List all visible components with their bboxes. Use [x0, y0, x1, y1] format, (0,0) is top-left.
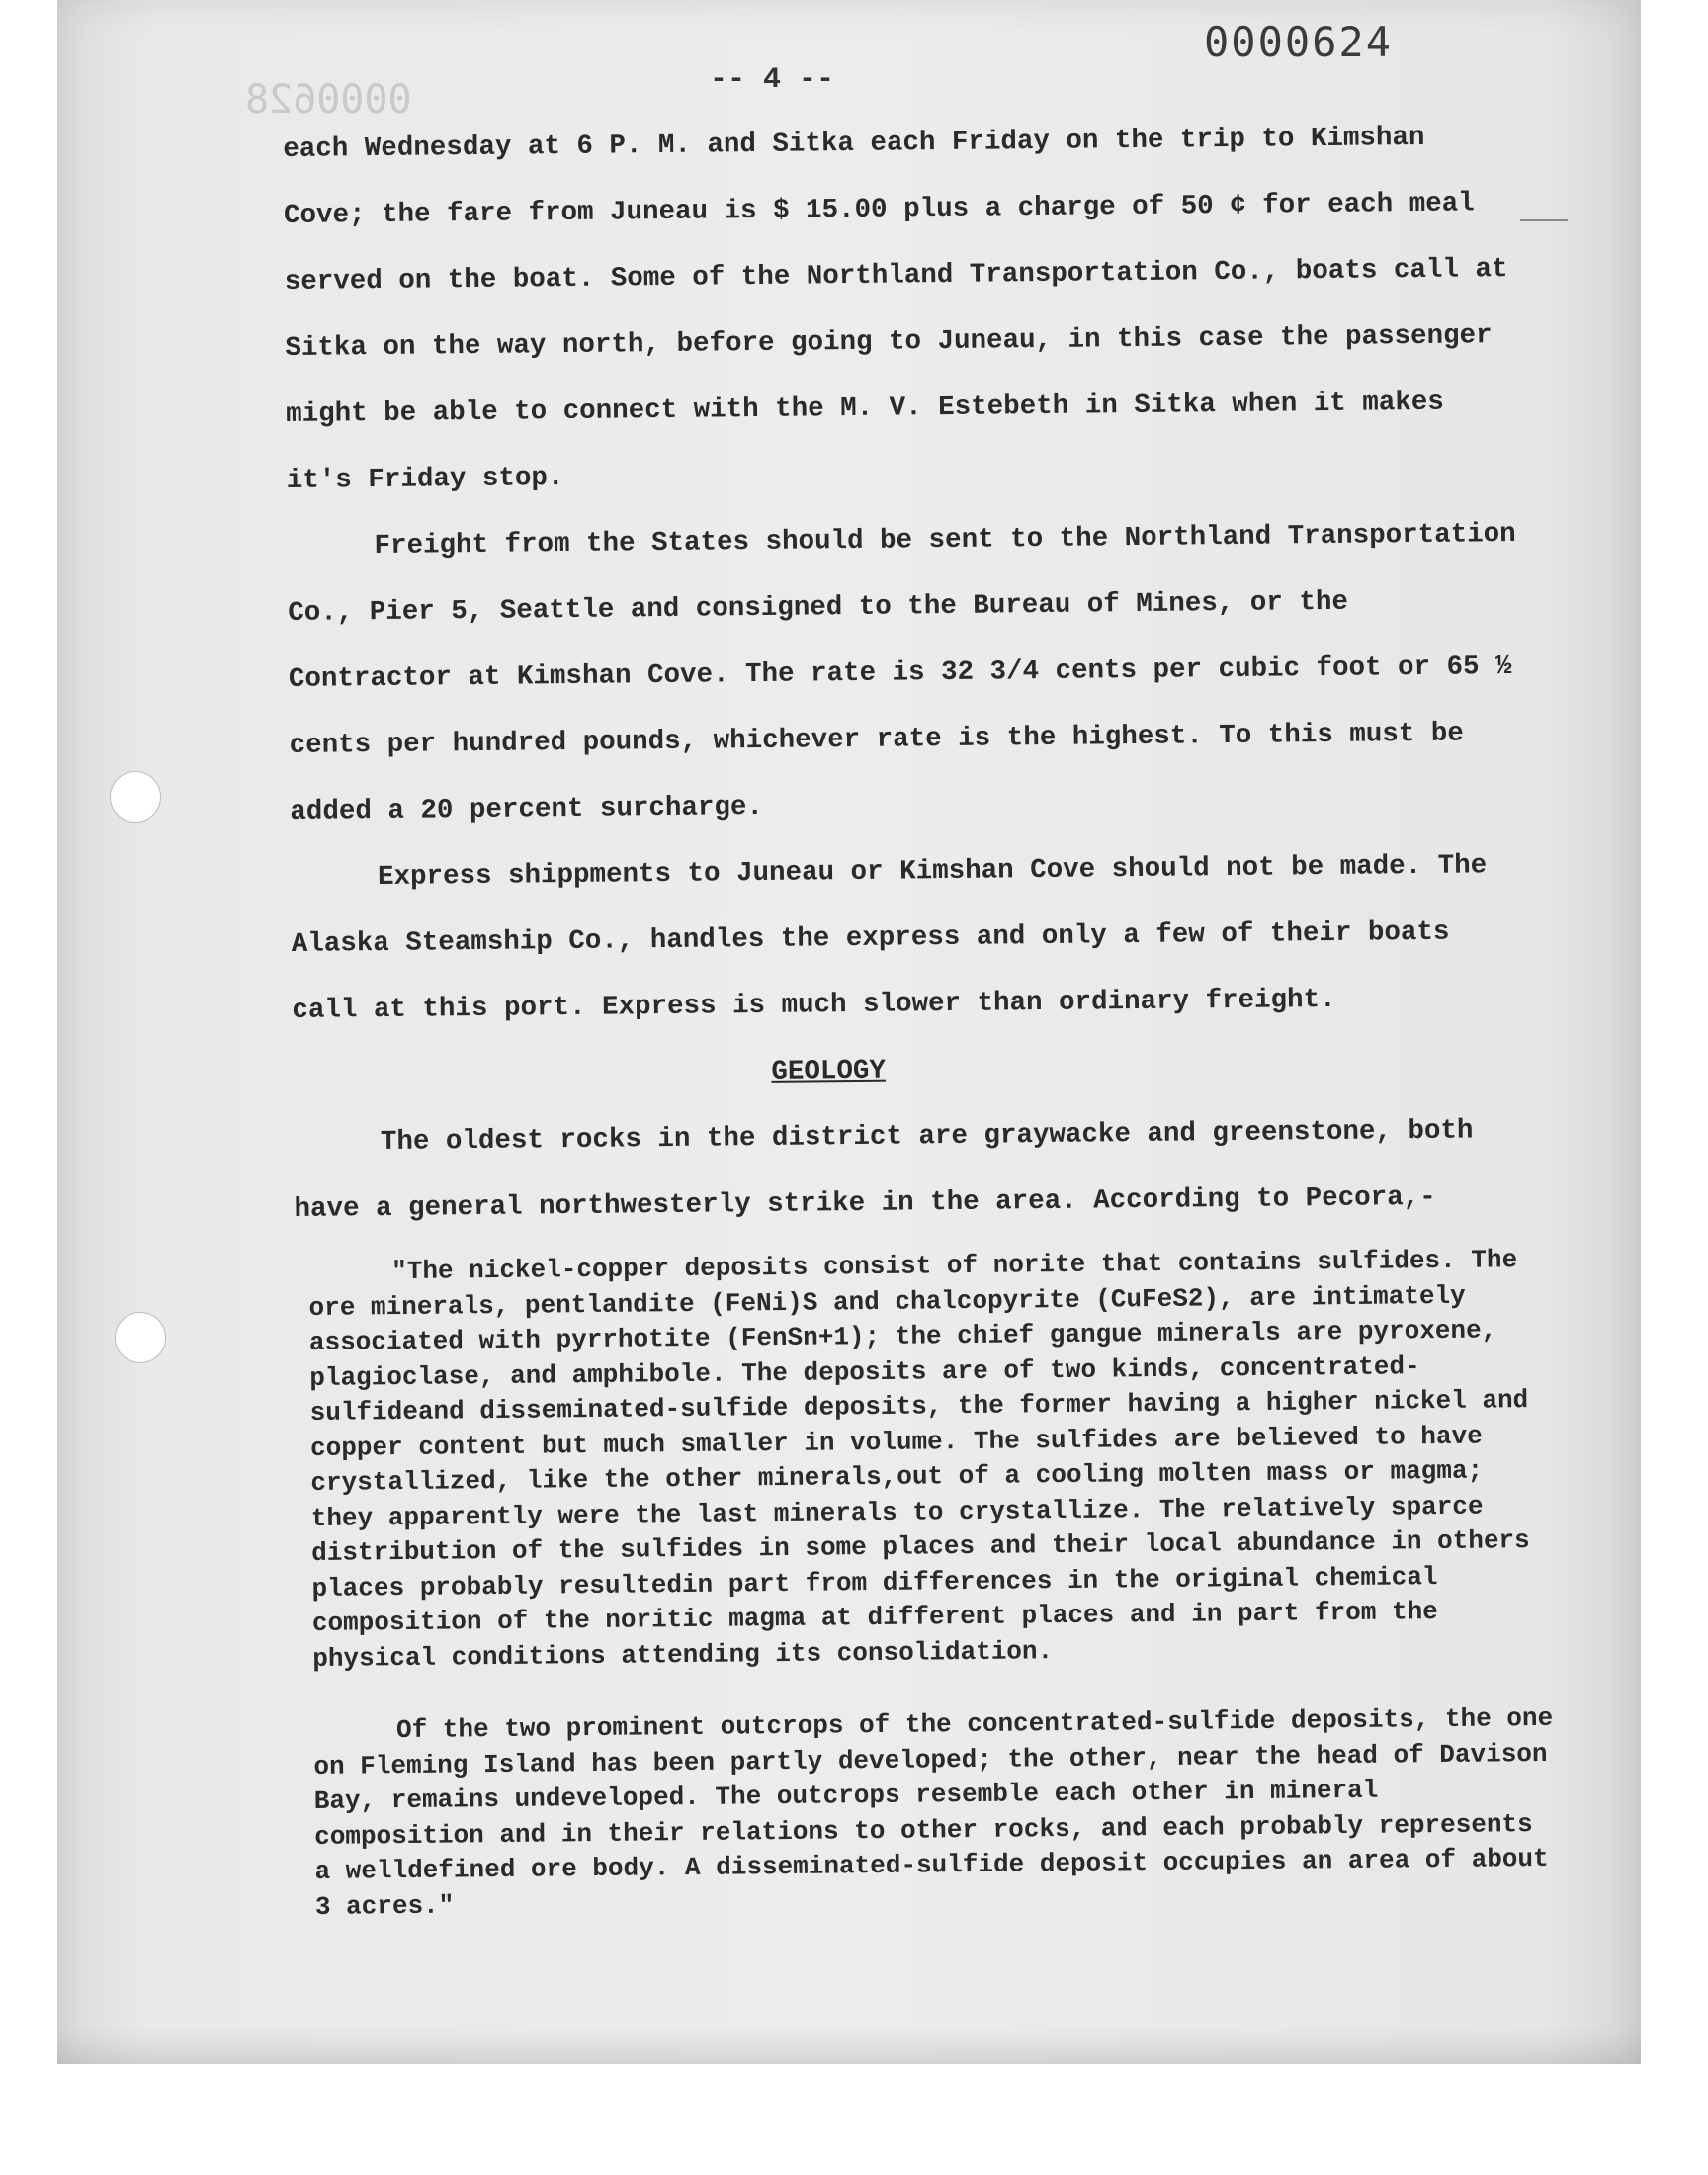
document-number-stamp: 0000624	[1204, 18, 1394, 66]
paragraph-geology-intro: The oldest rocks in the district are graywacke and greenstone, both have a general northwesterly strike in the area. According to Pecora,-	[294, 1115, 1474, 1225]
page-number: -- 4 --	[710, 63, 835, 97]
quote-paragraph-outcrops: Of the two prominent outcrops of the concentrated-sulfide deposits, the one on Fleming Island has been partly developed; the other, near the head of Davison Bay, remains undeveloped. The outcrops resemble each other in mineral composition and in their relations to other rocks, and each probably represents a welldefined ore body. A disseminated-sulfide deposit occupies an area of about 3 acres."	[313, 1702, 1554, 1922]
punch-hole-bottom	[115, 1312, 166, 1363]
paragraph-travel: each Wednesday at 6 P. M. and Sitka each Friday on the trip to Kimshan Cove; the fare from Juneau is $ 15.00 plus a charge of 50 ¢ for each meal served on the boat. Some of the Northland Transportation Co., boats call at Sitka on the way north, before going to Juneau, in this case the passenger might be able to connect with the M. V. Estebeth in Sitka when it makes it's Friday stop.	[283, 122, 1508, 496]
quote-paragraph-deposits: "The nickel-copper deposits consist of norite that contains sulfides. The ore minerals, pentlandite (FeNi)S and chalcopyrite (CuFeS2), are intimately associated with pyrrhotite (FenSn+1); the chief gangue minerals are pyroxene, plagioclase, and amphibole. The deposits are of two kinds, concentrated-sulfideand disseminated-sulfide deposits, the former having a higher nickel and copper content but much smaller in volume. The sulfides are believed to have crystallized, like the other minerals,out of a cooling molten mass or magma; they apparently were the last minerals to crystallize. The relatively sparce distribution of the sulfides in some places and their local abundance in others places probably resultedin part from differences in the original chemical composition of the noritic magma at different places and in part from the physical conditions attending its consolidation.	[308, 1245, 1530, 1674]
margin-mark	[1520, 219, 1568, 221]
punch-hole-top	[110, 771, 161, 823]
paragraph-express: Express shippments to Juneau or Kimshan Cove should not be made. The Alaska Steamship Co., handles the express and only a few of their boats call at this port. Express is much slower than ordinary freight.	[291, 850, 1488, 1026]
paragraph-freight: Freight from the States should be sent to the Northland Transportation Co., Pier 5, Seattle and consigned to the Bureau of Mines, or the Contractor at Kimshan Cove. The rate is 32 3/4 cents per cubic foot or 65 ½ cents per hundred pounds, whichever rate is the highest. To this must be added a 20 percent surcharge.	[288, 518, 1516, 827]
pecora-quotation	[308, 1243, 1559, 1925]
body-text	[283, 104, 1534, 1243]
bleed-through-stamp: 0000628	[245, 77, 412, 123]
section-heading-geology: GEOLOGY	[771, 1055, 887, 1088]
